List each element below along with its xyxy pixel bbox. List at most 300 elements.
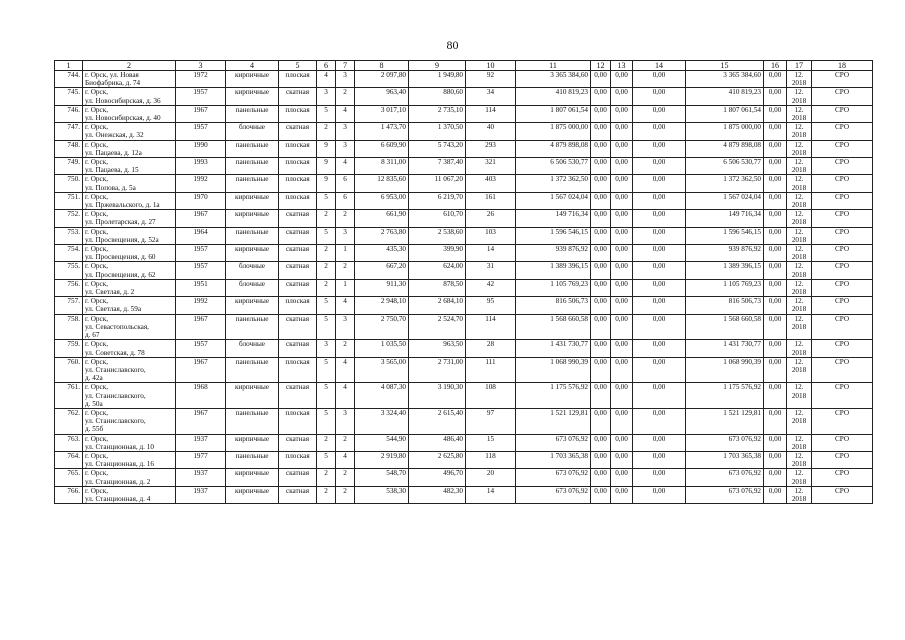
- address-line: г. Орск,: [85, 175, 108, 184]
- row-number-cell: 753.: [55, 227, 83, 244]
- build-year-cell: 1993: [176, 158, 226, 175]
- wall-material-cell: кирпичные: [226, 297, 279, 314]
- address-line: г. Орск,: [85, 279, 108, 288]
- residential-area-cell: 399,90: [409, 245, 466, 262]
- address-cell: [83, 383, 176, 409]
- roof-type-cell: скатная: [279, 486, 317, 503]
- build-year-cell: 1957: [176, 123, 226, 140]
- entrances-cell: 3: [336, 314, 355, 340]
- address-cell: [83, 486, 176, 503]
- total-area-cell: 1 473,70: [355, 123, 409, 140]
- wall-material-cell: панельные: [226, 451, 279, 468]
- completion-period-line: 12.: [794, 105, 804, 114]
- cost-col-15-cell: 1 372 362,50: [686, 175, 764, 192]
- table-row: [55, 383, 873, 409]
- address-cell: [83, 192, 176, 209]
- funding-method-cell: СРО: [812, 262, 873, 279]
- residential-area-cell: 2 684,10: [409, 297, 466, 314]
- total-cost-cell: 1 807 061,54: [516, 105, 591, 122]
- address-cell: [83, 158, 176, 175]
- entrances-cell: 3: [336, 71, 355, 88]
- funding-method-cell: СРО: [812, 245, 873, 262]
- cost-col-14-cell: 0,00: [633, 227, 686, 244]
- row-number-cell: 758.: [55, 314, 83, 340]
- residential-area-cell: 2 735,10: [409, 105, 466, 122]
- build-year-cell: 1992: [176, 297, 226, 314]
- cost-col-16-cell: 0,00: [764, 123, 787, 140]
- row-number-cell: 760.: [55, 357, 83, 383]
- floors-cell: 2: [317, 123, 336, 140]
- floors-cell: 5: [317, 314, 336, 340]
- completion-period-line: 12.: [794, 314, 804, 323]
- total-area-cell: 2 763,80: [355, 227, 409, 244]
- cost-col-16-cell: 0,00: [764, 297, 787, 314]
- floors-cell: 5: [317, 383, 336, 409]
- completion-period-cell: [787, 340, 812, 357]
- completion-period-line: 2018: [791, 494, 807, 503]
- column-header-12: 12: [591, 61, 611, 71]
- build-year-cell: 1957: [176, 88, 226, 105]
- cost-col-15-cell: 673 076,92: [686, 469, 764, 486]
- address-line: г. Орск,: [85, 158, 108, 167]
- completion-period-line: 12.: [794, 175, 804, 184]
- completion-period-line: 12.: [794, 123, 804, 132]
- cost-col-15-cell: 1 596 546,15: [686, 227, 764, 244]
- completion-period-cell: [787, 262, 812, 279]
- roof-type-cell: плоская: [279, 71, 317, 88]
- funding-method-cell: СРО: [812, 175, 873, 192]
- entrances-cell: 2: [336, 469, 355, 486]
- cost-col-16-cell: 0,00: [764, 71, 787, 88]
- completion-period-cell: [787, 105, 812, 122]
- completion-period-line: 2018: [791, 288, 807, 297]
- total-area-cell: 3 017,10: [355, 105, 409, 122]
- residents-cell: 20: [466, 469, 516, 486]
- residential-area-cell: 880,60: [409, 88, 466, 105]
- row-number-cell: 757.: [55, 297, 83, 314]
- cost-col-14-cell: 0,00: [633, 340, 686, 357]
- completion-period-line: 12.: [794, 210, 804, 219]
- entrances-cell: 3: [336, 123, 355, 140]
- roof-type-cell: скатная: [279, 340, 317, 357]
- wall-material-cell: кирпичные: [226, 383, 279, 409]
- column-header-10: 10: [466, 61, 516, 71]
- cost-col-16-cell: 0,00: [764, 140, 787, 157]
- address-line: ул. Пацаева, д. 15: [85, 166, 139, 175]
- residential-area-cell: 5 743,20: [409, 140, 466, 157]
- row-number-cell: 765.: [55, 469, 83, 486]
- row-number-cell: 752.: [55, 210, 83, 227]
- cost-col-12-cell: 0,00: [591, 314, 611, 340]
- column-header-5: 5: [279, 61, 317, 71]
- floors-cell: 9: [317, 140, 336, 157]
- total-cost-cell: 1 431 730,77: [516, 340, 591, 357]
- completion-period-cell: [787, 88, 812, 105]
- cost-col-12-cell: 0,00: [591, 88, 611, 105]
- completion-period-line: 12.: [794, 158, 804, 167]
- residents-cell: 321: [466, 158, 516, 175]
- column-header-1: 1: [55, 61, 83, 71]
- completion-period-line: 2018: [791, 417, 807, 426]
- completion-period-line: 2018: [791, 253, 807, 262]
- cost-col-14-cell: 0,00: [633, 408, 686, 434]
- funding-method-cell: СРО: [812, 227, 873, 244]
- cost-col-14-cell: 0,00: [633, 486, 686, 503]
- row-number-cell: 750.: [55, 175, 83, 192]
- total-area-cell: 963,40: [355, 88, 409, 105]
- wall-material-cell: кирпичные: [226, 192, 279, 209]
- cost-col-16-cell: 0,00: [764, 227, 787, 244]
- build-year-cell: 1967: [176, 357, 226, 383]
- completion-period-cell: [787, 175, 812, 192]
- row-number-cell: 747.: [55, 123, 83, 140]
- completion-period-line: 2018: [791, 201, 807, 210]
- row-number-cell: 744.: [55, 71, 83, 88]
- funding-method-cell: СРО: [812, 123, 873, 140]
- funding-method-cell: СРО: [812, 408, 873, 434]
- wall-material-cell: панельные: [226, 314, 279, 340]
- address-line: ул. Станционная, д. 2: [85, 477, 151, 486]
- completion-period-cell: [787, 451, 812, 468]
- cost-col-14-cell: 0,00: [633, 357, 686, 383]
- completion-period-line: 12.: [794, 486, 804, 495]
- entrances-cell: 4: [336, 297, 355, 314]
- total-area-cell: 544,90: [355, 434, 409, 451]
- funding-method-cell: СРО: [812, 340, 873, 357]
- entrances-cell: 4: [336, 357, 355, 383]
- column-header-2: 2: [83, 61, 176, 71]
- floors-cell: 5: [317, 408, 336, 434]
- completion-period-line: 2018: [791, 235, 807, 244]
- table-row: [55, 357, 873, 383]
- completion-period-line: 12.: [794, 383, 804, 392]
- build-year-cell: 1970: [176, 192, 226, 209]
- row-number-cell: 766.: [55, 486, 83, 503]
- column-header-15: 15: [686, 61, 764, 71]
- wall-material-cell: кирпичные: [226, 469, 279, 486]
- completion-period-line: 12.: [794, 88, 804, 97]
- completion-period-line: 2018: [791, 79, 807, 88]
- completion-period-cell: [787, 357, 812, 383]
- table-row: [55, 314, 873, 340]
- cost-col-15-cell: 1 703 365,38: [686, 451, 764, 468]
- address-line: г. Орск,: [85, 469, 108, 478]
- residents-cell: 40: [466, 123, 516, 140]
- residents-cell: 15: [466, 434, 516, 451]
- floors-cell: 2: [317, 434, 336, 451]
- total-cost-cell: 1 372 362,50: [516, 175, 591, 192]
- table-row: [55, 123, 873, 140]
- total-area-cell: 2 919,80: [355, 451, 409, 468]
- wall-material-cell: кирпичные: [226, 88, 279, 105]
- build-year-cell: 1977: [176, 451, 226, 468]
- cost-col-15-cell: 1 567 024,04: [686, 192, 764, 209]
- cost-col-13-cell: 0,00: [611, 486, 633, 503]
- address-line: ул. Онежская, д. 32: [85, 131, 144, 140]
- row-number-cell: 749.: [55, 158, 83, 175]
- cost-col-16-cell: 0,00: [764, 408, 787, 434]
- table-row: [55, 279, 873, 296]
- residents-cell: 95: [466, 297, 516, 314]
- address-line: д. 55б: [85, 425, 104, 434]
- total-area-cell: 3 565,00: [355, 357, 409, 383]
- address-line: ул. Советская, д. 78: [85, 348, 145, 357]
- residents-cell: 118: [466, 451, 516, 468]
- address-line: г. Орск,: [85, 434, 108, 443]
- total-cost-cell: 1 068 990,39: [516, 357, 591, 383]
- wall-material-cell: кирпичные: [226, 210, 279, 227]
- table-row: [55, 262, 873, 279]
- residents-cell: 114: [466, 314, 516, 340]
- residents-cell: 14: [466, 486, 516, 503]
- completion-period-cell: [787, 434, 812, 451]
- address-line: г. Орск,: [85, 340, 108, 349]
- residents-cell: 103: [466, 227, 516, 244]
- residential-area-cell: 624,00: [409, 262, 466, 279]
- total-area-cell: 4 087,30: [355, 383, 409, 409]
- build-year-cell: 1990: [176, 140, 226, 157]
- floors-cell: 2: [317, 245, 336, 262]
- residential-area-cell: 2 524,70: [409, 314, 466, 340]
- residential-area-cell: 496,70: [409, 469, 466, 486]
- address-line: г. Орск,: [85, 262, 108, 271]
- address-line: г. Орск,: [85, 383, 108, 392]
- total-cost-cell: 1 521 129,81: [516, 408, 591, 434]
- cost-col-13-cell: 0,00: [611, 105, 633, 122]
- cost-col-14-cell: 0,00: [633, 88, 686, 105]
- cost-col-16-cell: 0,00: [764, 105, 787, 122]
- floors-cell: 3: [317, 88, 336, 105]
- address-line: д. 42а: [85, 374, 103, 383]
- entrances-cell: 2: [336, 340, 355, 357]
- housing-registry-table: [54, 60, 873, 504]
- cost-col-12-cell: 0,00: [591, 158, 611, 175]
- table-row: [55, 297, 873, 314]
- table-row: [55, 192, 873, 209]
- cost-col-13-cell: 0,00: [611, 451, 633, 468]
- cost-col-16-cell: 0,00: [764, 279, 787, 296]
- address-line: ул. Станиславского,: [85, 365, 146, 374]
- cost-col-13-cell: 0,00: [611, 340, 633, 357]
- completion-period-line: 12.: [794, 71, 804, 79]
- total-cost-cell: 410 819,23: [516, 88, 591, 105]
- wall-material-cell: блочные: [226, 123, 279, 140]
- completion-period-line: 2018: [791, 322, 807, 331]
- roof-type-cell: скатная: [279, 383, 317, 409]
- cost-col-12-cell: 0,00: [591, 123, 611, 140]
- address-line: ул. Светлая, д. 2: [85, 288, 135, 297]
- completion-period-line: 2018: [791, 96, 807, 105]
- cost-col-15-cell: 816 506,73: [686, 297, 764, 314]
- funding-method-cell: СРО: [812, 158, 873, 175]
- funding-method-cell: СРО: [812, 105, 873, 122]
- row-number-cell: 764.: [55, 451, 83, 468]
- row-number-cell: 763.: [55, 434, 83, 451]
- wall-material-cell: панельные: [226, 140, 279, 157]
- cost-col-12-cell: 0,00: [591, 297, 611, 314]
- address-line: ул. Новосибирская, д. 40: [85, 114, 161, 123]
- address-line: ул. Станционная, д. 16: [85, 460, 154, 469]
- cost-col-13-cell: 0,00: [611, 383, 633, 409]
- wall-material-cell: кирпичные: [226, 245, 279, 262]
- completion-period-line: 2018: [791, 442, 807, 451]
- address-line: ул. Севастопольская,: [85, 322, 149, 331]
- address-line: ул. Станционная, д. 4: [85, 494, 151, 503]
- cost-col-12-cell: 0,00: [591, 105, 611, 122]
- cost-col-14-cell: 0,00: [633, 245, 686, 262]
- row-number-cell: 751.: [55, 192, 83, 209]
- cost-col-15-cell: 1 521 129,81: [686, 408, 764, 434]
- row-number-cell: 755.: [55, 262, 83, 279]
- completion-period-cell: [787, 192, 812, 209]
- completion-period-cell: [787, 245, 812, 262]
- completion-period-cell: [787, 408, 812, 434]
- cost-col-12-cell: 0,00: [591, 408, 611, 434]
- column-header-8: 8: [355, 61, 409, 71]
- completion-period-line: 2018: [791, 183, 807, 192]
- column-header-13: 13: [611, 61, 633, 71]
- cost-col-13-cell: 0,00: [611, 123, 633, 140]
- cost-col-15-cell: 1 175 576,92: [686, 383, 764, 409]
- cost-col-16-cell: 0,00: [764, 451, 787, 468]
- address-line: д. 50а: [85, 399, 103, 408]
- address-line: г. Орск,: [85, 140, 108, 149]
- roof-type-cell: плоская: [279, 451, 317, 468]
- column-header-17: 17: [787, 61, 812, 71]
- entrances-cell: 4: [336, 158, 355, 175]
- cost-col-12-cell: 0,00: [591, 192, 611, 209]
- floors-cell: 5: [317, 357, 336, 383]
- cost-col-14-cell: 0,00: [633, 297, 686, 314]
- floors-cell: 5: [317, 105, 336, 122]
- residents-cell: 111: [466, 357, 516, 383]
- wall-material-cell: кирпичные: [226, 434, 279, 451]
- row-number-cell: 756.: [55, 279, 83, 296]
- completion-period-cell: [787, 140, 812, 157]
- table-row: [55, 408, 873, 434]
- completion-period-line: 12.: [794, 245, 804, 254]
- funding-method-cell: СРО: [812, 434, 873, 451]
- residential-area-cell: 878,50: [409, 279, 466, 296]
- cost-col-13-cell: 0,00: [611, 434, 633, 451]
- floors-cell: 5: [317, 192, 336, 209]
- cost-col-14-cell: 0,00: [633, 434, 686, 451]
- address-line: ул. Пацаева, д. 12а: [85, 148, 142, 157]
- entrances-cell: 4: [336, 383, 355, 409]
- address-line: г. Орск,: [85, 210, 108, 219]
- entrances-cell: 1: [336, 279, 355, 296]
- cost-col-14-cell: 0,00: [633, 71, 686, 88]
- total-area-cell: 2 750,70: [355, 314, 409, 340]
- cost-col-14-cell: 0,00: [633, 314, 686, 340]
- floors-cell: 2: [317, 279, 336, 296]
- cost-col-13-cell: 0,00: [611, 88, 633, 105]
- completion-period-line: 2018: [791, 218, 807, 227]
- cost-col-12-cell: 0,00: [591, 210, 611, 227]
- completion-period-line: 12.: [794, 340, 804, 349]
- completion-period-line: 12.: [794, 140, 804, 149]
- column-header-6: 6: [317, 61, 336, 71]
- table-row: [55, 140, 873, 157]
- cost-col-14-cell: 0,00: [633, 105, 686, 122]
- residents-cell: 403: [466, 175, 516, 192]
- build-year-cell: 1968: [176, 383, 226, 409]
- cost-col-15-cell: 1 431 730,77: [686, 340, 764, 357]
- row-number-cell: 745.: [55, 88, 83, 105]
- residential-area-cell: 2 615,40: [409, 408, 466, 434]
- entrances-cell: 2: [336, 434, 355, 451]
- completion-period-line: 12.: [794, 408, 804, 417]
- completion-period-cell: [787, 486, 812, 503]
- funding-method-cell: СРО: [812, 88, 873, 105]
- residential-area-cell: 1 949,80: [409, 71, 466, 88]
- funding-method-cell: СРО: [812, 383, 873, 409]
- address-cell: [83, 105, 176, 122]
- cost-col-15-cell: 1 807 061,54: [686, 105, 764, 122]
- completion-period-line: 2018: [791, 131, 807, 140]
- total-cost-cell: 1 175 576,92: [516, 383, 591, 409]
- floors-cell: 9: [317, 158, 336, 175]
- total-area-cell: 2 948,10: [355, 297, 409, 314]
- entrances-cell: 3: [336, 408, 355, 434]
- cost-col-14-cell: 0,00: [633, 210, 686, 227]
- cost-col-16-cell: 0,00: [764, 175, 787, 192]
- address-line: г. Орск,: [85, 88, 108, 97]
- cost-col-14-cell: 0,00: [633, 383, 686, 409]
- table-row: [55, 227, 873, 244]
- wall-material-cell: кирпичные: [226, 486, 279, 503]
- residents-cell: 293: [466, 140, 516, 157]
- address-line: г. Орск,: [85, 314, 108, 323]
- total-cost-cell: 1 105 769,23: [516, 279, 591, 296]
- address-line: ул. Просвещения, д. 52а: [85, 235, 159, 244]
- address-cell: [83, 434, 176, 451]
- address-cell: [83, 71, 176, 88]
- completion-period-cell: [787, 71, 812, 88]
- address-cell: [83, 340, 176, 357]
- address-cell: [83, 175, 176, 192]
- cost-col-15-cell: 1 068 990,39: [686, 357, 764, 383]
- address-line: г. Орск,: [85, 297, 108, 306]
- residential-area-cell: 1 370,50: [409, 123, 466, 140]
- cost-col-13-cell: 0,00: [611, 297, 633, 314]
- residents-cell: 28: [466, 340, 516, 357]
- table-row: [55, 434, 873, 451]
- roof-type-cell: скатная: [279, 262, 317, 279]
- roof-type-cell: скатная: [279, 227, 317, 244]
- cost-col-14-cell: 0,00: [633, 123, 686, 140]
- address-line: ул. Пржевальского, д. 1а: [85, 201, 160, 210]
- address-line: г. Орск,: [85, 486, 108, 495]
- address-line: г. Орск,: [85, 123, 108, 132]
- column-header-9: 9: [409, 61, 466, 71]
- floors-cell: 4: [317, 71, 336, 88]
- cost-col-15-cell: 673 076,92: [686, 434, 764, 451]
- roof-type-cell: скатная: [279, 123, 317, 140]
- completion-period-line: 2018: [791, 148, 807, 157]
- entrances-cell: 2: [336, 210, 355, 227]
- funding-method-cell: СРО: [812, 357, 873, 383]
- wall-material-cell: блочные: [226, 262, 279, 279]
- floors-cell: 5: [317, 227, 336, 244]
- completion-period-line: 12.: [794, 192, 804, 201]
- address-cell: [83, 210, 176, 227]
- completion-period-cell: [787, 158, 812, 175]
- total-area-cell: 3 324,40: [355, 408, 409, 434]
- cost-col-16-cell: 0,00: [764, 245, 787, 262]
- column-header-16: 16: [764, 61, 787, 71]
- floors-cell: 5: [317, 451, 336, 468]
